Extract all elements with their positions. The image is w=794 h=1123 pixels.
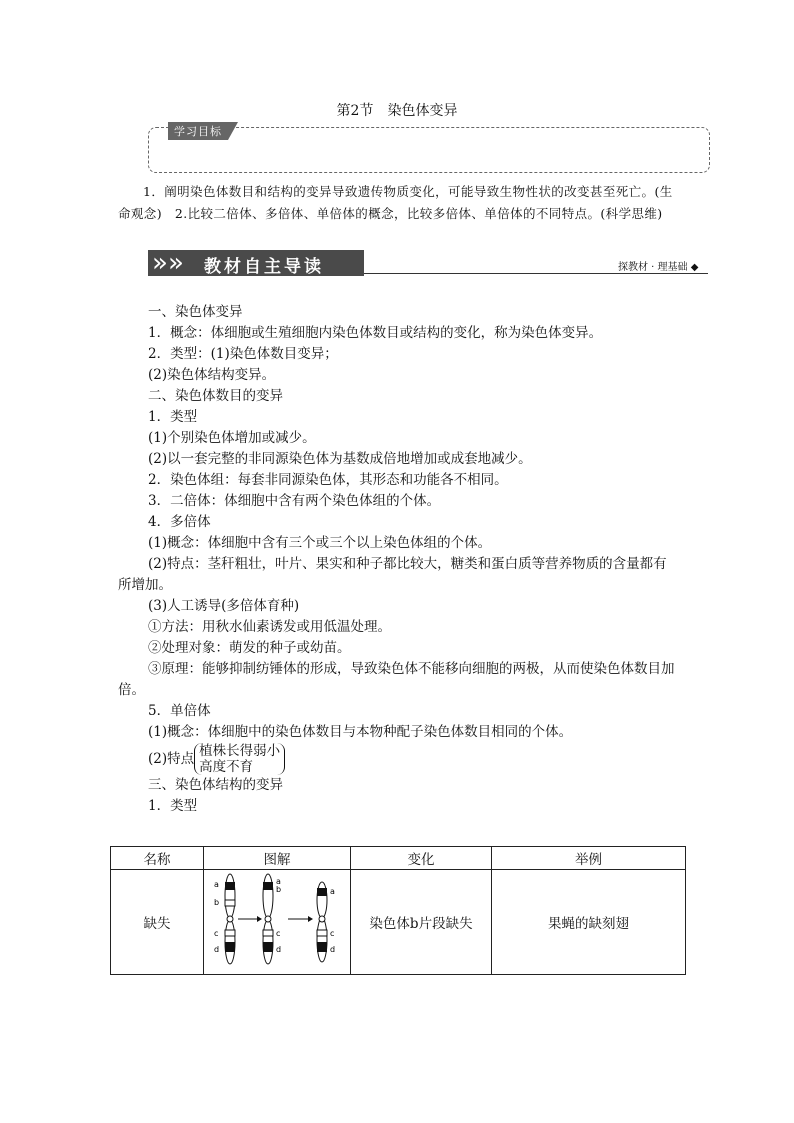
text-line: 3．二倍体：体细胞中含有两个染色体组的个体。	[148, 493, 441, 509]
learning-goals-text	[118, 181, 678, 225]
table-header-row	[111, 847, 686, 870]
banner-subtitle	[618, 258, 698, 273]
learning-goals-label: 学习目标	[168, 122, 228, 140]
main-content	[118, 302, 678, 817]
chromosome-middle	[263, 874, 281, 964]
traits-brace	[194, 743, 285, 775]
table-cell: 果蝇的缺刻翅	[492, 870, 686, 975]
chromosome-deletion-diagram	[210, 872, 344, 968]
section-heading: 二、染色体数目的变异	[148, 388, 283, 404]
text-line: 2．染色体组：每套非同源染色体，其形态和功能各不相同。	[148, 472, 508, 488]
label-c: c	[276, 929, 281, 938]
text-line: ①方法：用秋水仙素诱发或用低温处理。	[148, 619, 391, 635]
label-c: c	[330, 929, 335, 938]
trait-item: 高度不育	[199, 759, 254, 775]
arrow-icon	[257, 916, 262, 922]
text-line: (1)个别染色体增加或减少。	[148, 430, 316, 446]
table-header: 变化	[351, 847, 492, 870]
label-a: a	[214, 880, 219, 889]
table-cell: 缺失	[111, 870, 204, 975]
text-line: ③原理：能够抑制纺锤体的形成，导致染色体不能移向细胞的两极，从而使染色体数目加倍。	[118, 661, 675, 698]
chromosome-deleted	[317, 882, 335, 962]
section-heading: 一、染色体变异	[148, 304, 243, 320]
chevron-icon: »	[152, 248, 168, 278]
text-line: ②处理对象：萌发的种子或幼苗。	[148, 640, 351, 656]
diamond-icon: ◆	[690, 262, 699, 273]
banner-divider	[364, 273, 708, 274]
label-a: a	[276, 877, 281, 886]
section-banner	[148, 250, 364, 276]
banner-subtitle-text: 探教材 · 理基础	[618, 262, 688, 273]
text-line: (2)染色体结构变异。	[148, 367, 276, 383]
label-c: c	[214, 929, 219, 938]
banner-title: 教材自主导读	[204, 257, 324, 277]
text-line: 1．类型	[148, 798, 198, 814]
text-line: 2．类型：(1)染色体数目变异；	[148, 346, 338, 362]
label-b: b	[214, 898, 220, 907]
page-title: 第2节 染色体变异	[336, 103, 458, 119]
table-cell: 染色体b片段缺失	[351, 870, 492, 975]
table-header: 举例	[492, 847, 686, 870]
text-line: 5．单倍体	[148, 703, 211, 719]
label-b: b	[276, 885, 282, 894]
label-d: d	[276, 945, 282, 954]
text-line: (1)概念：体细胞中的染色体数目与本物种配子染色体数目相同的个体。	[148, 724, 573, 740]
arrow-icon	[308, 916, 313, 922]
haploid-traits	[118, 743, 678, 775]
text-line: 1．概念：体细胞或生殖细胞内染色体数目或结构的变化，称为染色体变异。	[148, 325, 603, 341]
chevron-icon: »	[168, 248, 184, 278]
chromosome-original	[225, 874, 235, 964]
text-line: (1)概念：体细胞中含有三个或三个以上染色体组的个体。	[148, 535, 492, 551]
text-line: 4．多倍体	[148, 514, 211, 530]
label-d: d	[214, 945, 220, 954]
table-header: 名称	[111, 847, 204, 870]
label-d: d	[330, 945, 336, 954]
text-line: (2)以一套完整的非同源染色体为基数成倍地增加或成套地减少。	[148, 451, 532, 467]
goal-paragraph: 1．阐明染色体数目和结构的变异导致遗传物质变化，可能导致生物性状的改变甚至死亡。(生命观念) 2.比较二倍体、多倍体、单倍体的概念，比较多倍体、单倍体的不同特点。(科学思维)	[118, 184, 673, 221]
deletion-diagram-cell	[204, 870, 351, 975]
table-header: 图解	[204, 847, 351, 870]
traits-label: (2)特点	[148, 750, 195, 767]
trait-item: 植株长得弱小	[199, 743, 281, 759]
text-line: (2)特点：茎秆粗壮，叶片、果实和种子都比较大，糖类和蛋白质等营养物质的含量都有所增加。	[118, 556, 667, 593]
label-a: a	[330, 887, 335, 896]
table-row	[111, 870, 686, 975]
text-line: (3)人工诱导(多倍体育种)	[148, 598, 300, 614]
section-heading: 三、染色体结构的变异	[148, 777, 283, 793]
diagram-labels	[214, 880, 219, 954]
arrows	[238, 916, 313, 922]
text-line: 1．类型	[148, 409, 198, 425]
chromosome-structure-table	[110, 846, 686, 975]
